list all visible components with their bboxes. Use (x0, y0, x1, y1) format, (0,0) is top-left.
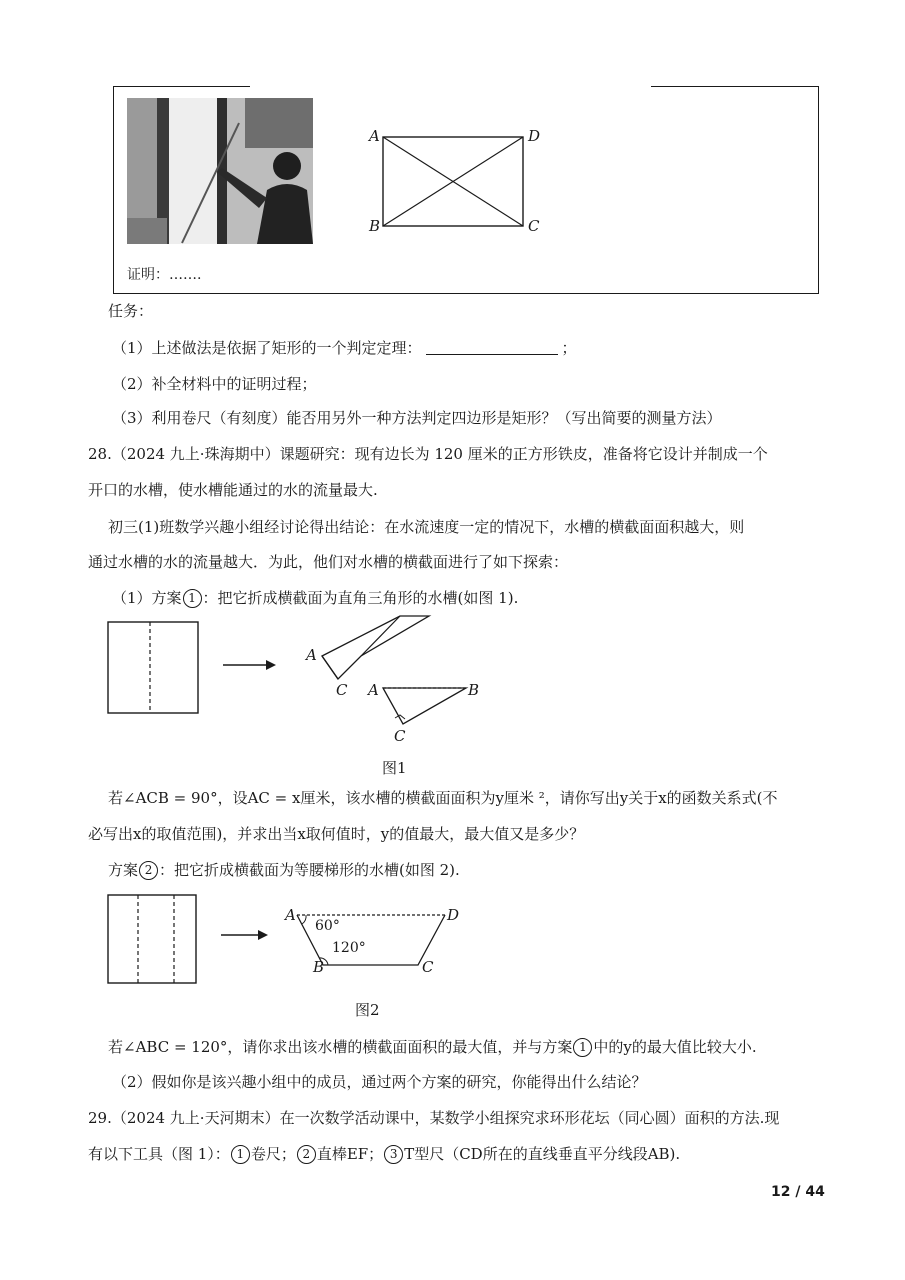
tool-3: T型尺（CD所在的直线垂直平分线段AB). (404, 1145, 681, 1163)
fig1-label-a1: A (306, 646, 317, 664)
q29-line-1: 29.（2024 九上·天河期末）在一次数学活动课中，某数学小组探究求环形花坛（同心圆）面积的方法.现 (88, 1109, 780, 1127)
q28-line-4: 通过水槽的水的流量越大．为此，他们对水槽的横截面进行了如下探索： (88, 553, 569, 571)
q28-plan-1 (112, 587, 518, 609)
q2-suffix: 中的y的最大值比较大小. (593, 1038, 757, 1056)
fig2-label-a: A (285, 906, 296, 924)
circled-number: 3 (384, 1145, 403, 1164)
q29-line-2 (88, 1143, 680, 1165)
plan-2-prefix: 方案 (108, 861, 139, 879)
page-number: 12 / 44 (771, 1184, 825, 1200)
label-b: B (369, 217, 381, 235)
q28-line-2: 开口的水槽，使水槽能通过的水的流量最大. (88, 481, 378, 499)
task-item-2: （2）补全材料中的证明过程； (112, 375, 317, 393)
proof-label: 证明：……. (127, 267, 202, 283)
task-item-1 (112, 337, 577, 359)
box-top-gap (250, 84, 651, 89)
task-item-1-text: （1）上述做法是依据了矩形的一个判定定理： (112, 339, 422, 357)
figure-1 (100, 612, 500, 747)
circled-number: 1 (231, 1145, 250, 1164)
fig2-label-d: D (447, 906, 460, 924)
plan-1-prefix: （1）方案 (112, 589, 182, 607)
measuring-photo (127, 98, 313, 244)
task-heading: 任务： (108, 302, 154, 320)
fig2-label-b: B (313, 958, 325, 976)
label-a: A (369, 127, 380, 145)
q28-question-1b: 必写出x的取值范围)，并求出当x取何值时，y的值最大，最大值又是多少？ (88, 825, 585, 843)
q2-prefix: 若∠ABC = 120°，请你求出该水槽的横截面面积的最大值，并与方案 (108, 1038, 573, 1056)
circled-number: 1 (573, 1038, 592, 1057)
q28-plan-2 (108, 859, 460, 881)
fig1-label-c2: C (394, 727, 406, 745)
q28-item-2: （2）假如你是该兴趣小组中的成员，通过两个方案的研究，你能得出什么结论？ (112, 1073, 647, 1091)
task-item-1-end: ； (561, 339, 577, 357)
plan-1-text: ：把它折成横截面为直角三角形的水槽(如图 1). (202, 589, 519, 607)
label-d: D (528, 127, 541, 145)
fig2-angle-120: 120° (332, 940, 366, 956)
rect-abcd-diagram (365, 120, 545, 240)
q28-question-2 (108, 1036, 757, 1058)
figure-1-caption: 图1 (382, 759, 407, 777)
q29-tools-prefix: 有以下工具（图 1）： (88, 1145, 230, 1163)
fig2-label-c: C (422, 958, 434, 976)
q28-line-1: 28.（2024 九上·珠海期中）课题研究：现有边长为 120 厘米的正方形铁皮，准备将它设计并制成一个 (88, 445, 768, 463)
q28-question-1a: 若∠ACB = 90°，设AC = x厘米，该水槽的横截面面积为y厘米 ²，请你写出y关于x的函数关系式(不 (108, 789, 778, 807)
fig1-label-b2: B (468, 681, 480, 699)
fig2-angle-60: 60° (315, 918, 340, 934)
task-item-3: （3）利用卷尺（有刻度）能否用另外一种方法判定四边形是矩形？（写出简要的测量方法） (112, 409, 722, 427)
circled-number: 2 (139, 861, 158, 880)
tool-2: 直棒EF； (316, 1145, 384, 1163)
circled-number: 1 (183, 589, 202, 608)
figure-2-caption: 图2 (355, 1001, 380, 1019)
q28-line-3: 初三(1)班数学兴趣小组经讨论得出结论：在水流速度一定的情况下，水槽的横截面面积越大，则 (108, 518, 745, 536)
fig1-label-c1: C (336, 681, 348, 699)
plan-2-text: ：把它折成横截面为等腰梯形的水槽(如图 2). (159, 861, 460, 879)
fig1-label-a2: A (368, 681, 379, 699)
answer-blank (426, 340, 558, 355)
label-c: C (528, 217, 540, 235)
circled-number: 2 (297, 1145, 316, 1164)
tool-1: 卷尺； (250, 1145, 296, 1163)
